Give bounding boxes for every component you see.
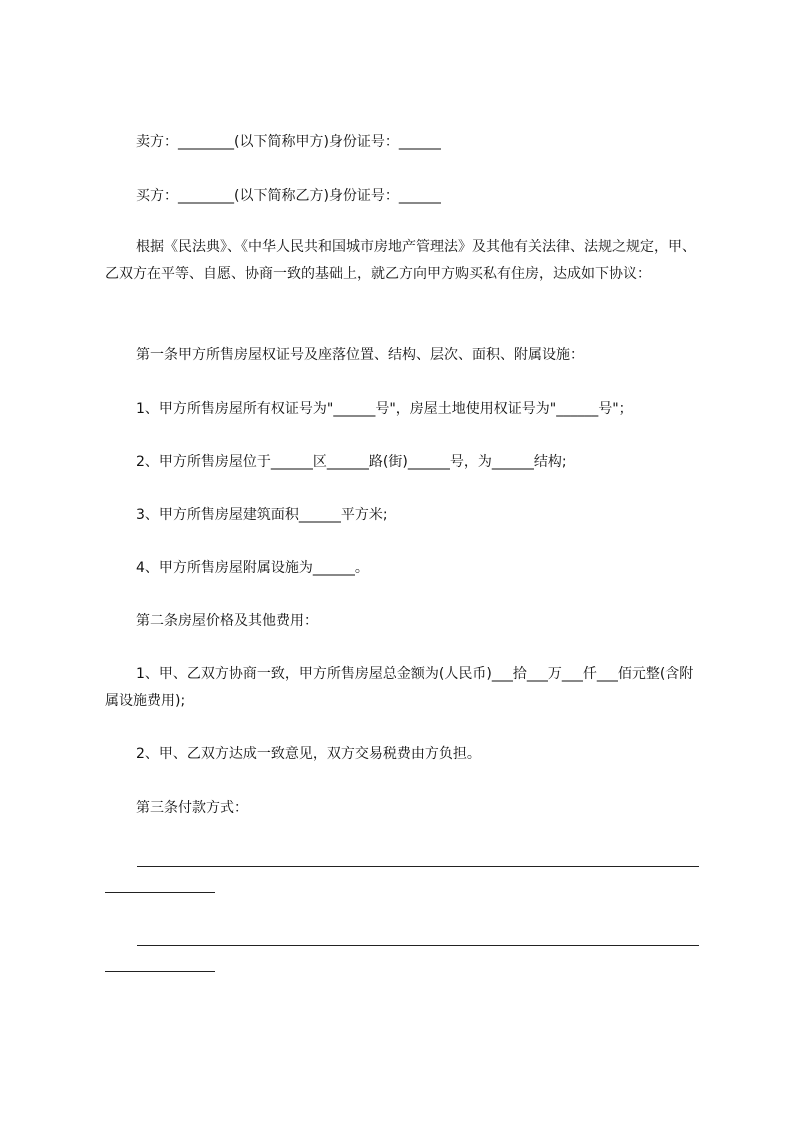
buyer-line: 买方：________(以下简称乙方)身份证号：______ [136,188,441,204]
payment-blank-line-1b [105,892,215,893]
seller-line: 卖方：________(以下简称甲方)身份证号：______ [136,134,441,150]
article-2-item-1: 1、甲、乙双方协商一致，甲方所售房屋总金额为(人民币)___拾___万___仟___佰元整(含附属设施费用); [105,666,694,709]
article-3-title: 第三条付款方式： [136,800,248,816]
article-1-item-4: 4、甲方所售房屋附属设施为______。 [136,560,369,576]
article-1-title: 第一条甲方所售房屋权证号及座落位置、结构、层次、面积、附属设施： [136,347,584,363]
article-1-item-3: 3、甲方所售房屋建筑面积______平方米; [136,507,388,523]
preamble-paragraph: 根据《民法典》、《中华人民共和国城市房地产管理法》及其他有关法律、法规之规定，甲、乙双方在平等、自愿、协商一致的基础上，就乙方向甲方购买私有住房，达成如下协议： [105,239,696,282]
payment-blank-line-2a [137,945,699,946]
article-2-item-2: 2、甲、乙双方达成一致意见，双方交易税费由方负担。 [136,746,481,762]
article-1-item-2: 2、甲方所售房屋位于______区______路(街)______号，为______结构; [136,454,567,470]
payment-blank-line-1a [137,866,699,867]
payment-blank-line-2b [105,971,215,972]
article-1-item-1: 1、甲方所售房屋所有权证号为"______号"，房屋土地使用权证号为"______号"； [136,401,633,417]
article-2-title: 第二条房屋价格及其他费用： [136,613,318,629]
